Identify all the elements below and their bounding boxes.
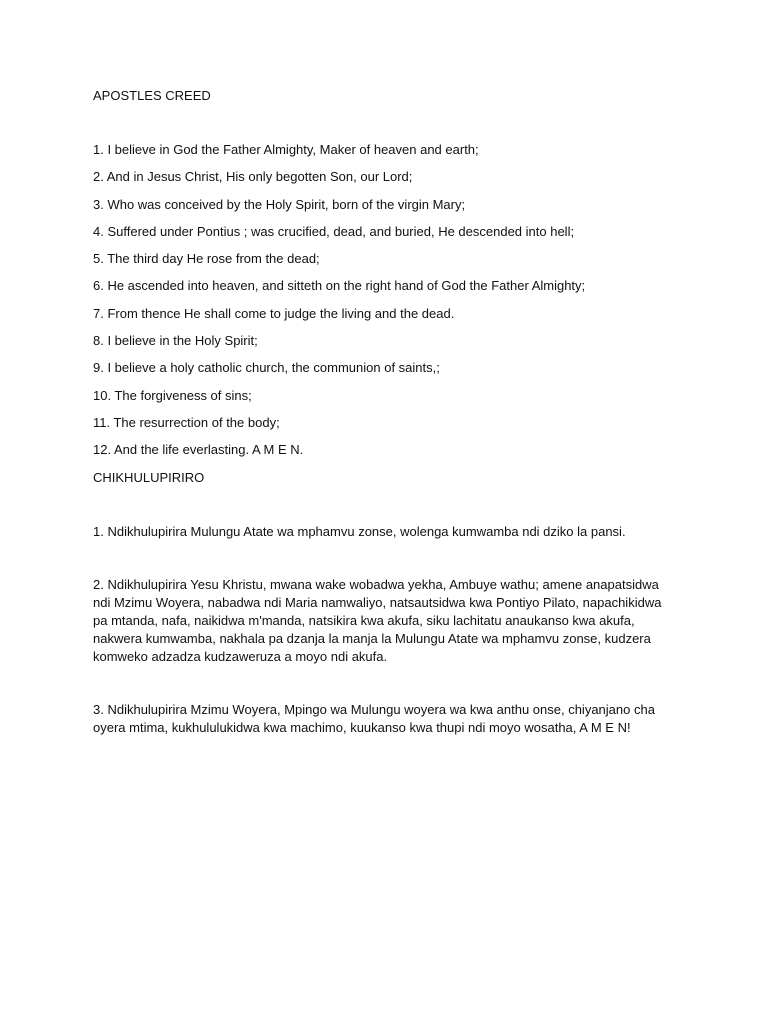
document-title: APOSTLES CREED bbox=[93, 88, 211, 103]
creed-line: 7. From thence He shall come to judge the living and the dead. bbox=[93, 305, 455, 321]
document-body bbox=[93, 87, 673, 737]
creed-line: 2. And in Jesus Christ, His only begotten Son, our Lord; bbox=[93, 169, 413, 185]
paragraph: 3. Ndikhulupirira Mzimu Woyera, Mpingo wa Mulungu woyera wa kwa anthu onse, chiyanjano cha oyera mtima, kukhululukidwa kwa machimo, kuukanso kwa thupi ndi moyo wosatha, A M E N! bbox=[93, 702, 655, 736]
creed-line: 9. I believe a holy catholic church, the communion of saints,; bbox=[93, 360, 440, 376]
creed-list bbox=[93, 141, 673, 459]
paragraph: 2. Ndikhulupirira Yesu Khristu, mwana wake wobadwa yekha, Ambuye wathu; amene anapatsidwa ndi Mzimu Woyera, nabadwa ndi Maria namwaliyo, natsautsidwa kwa Pontiyo Pilato, napachikidwa pa mtanda, nafa, naikidwa m'manda, natsikira kwa akufa, siku lachitatu anaukanso kwa akufa, nakwera kumwamba, nakhala pa dzanja la manja la Mulungu Atate wa mphamvu zonse, kudzera komweko adzadza kudzaweruza a moyo ndi akufa. bbox=[93, 577, 662, 664]
creed-line: 5. The third day He rose from the dead; bbox=[93, 251, 320, 267]
creed-line: 10. The forgiveness of sins; bbox=[93, 387, 252, 403]
creed-line: 11. The resurrection of the body; bbox=[93, 414, 280, 430]
creed-line: 8. I believe in the Holy Spirit; bbox=[93, 333, 258, 349]
creed-line: 4. Suffered under Pontius ; was crucified, dead, and buried, He descended into hell; bbox=[93, 223, 575, 239]
creed-line: 3. Who was conceived by the Holy Spirit, born of the virgin Mary; bbox=[93, 196, 466, 212]
paragraph: 1. Ndikhulupirira Mulungu Atate wa mphamvu zonse, wolenga kumwamba ndi dziko la pansi. bbox=[93, 523, 626, 539]
creed-line: 6. He ascended into heaven, and sitteth on the right hand of God the Father Almighty; bbox=[93, 278, 586, 294]
creed-line: 12. And the life everlasting. A M E N. bbox=[93, 442, 304, 458]
section-title: CHIKHULUPIRIRO bbox=[93, 469, 205, 485]
creed-line: 1. I believe in God the Father Almighty, Maker of heaven and earth; bbox=[93, 142, 479, 157]
